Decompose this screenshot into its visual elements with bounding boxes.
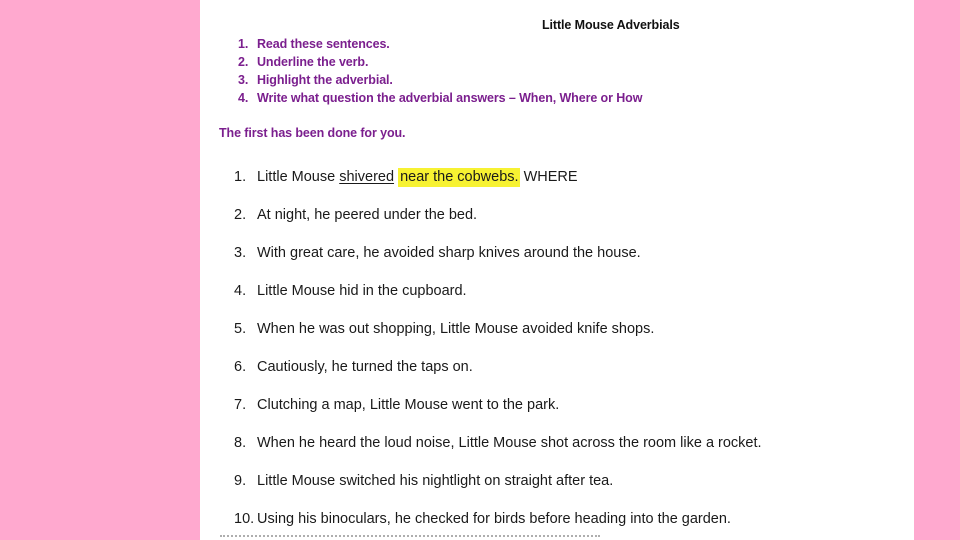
footer-fragment bbox=[220, 535, 600, 540]
sentence-number: 4. bbox=[234, 283, 247, 299]
instruction-text: Highlight the adverbial. bbox=[257, 73, 393, 87]
sentence-text: When he was out shopping, Little Mouse avoided knife shops. bbox=[257, 321, 655, 337]
sentence-number: 7. bbox=[234, 397, 247, 413]
worksheet-title: Little Mouse Adverbials bbox=[542, 18, 680, 32]
sentence-item bbox=[234, 397, 559, 413]
sentence-item bbox=[234, 245, 641, 261]
instruction-number: 4. bbox=[238, 91, 249, 105]
sentence-number: 5. bbox=[234, 321, 247, 337]
sentence-item bbox=[234, 473, 613, 489]
sentence-number: 9. bbox=[234, 473, 247, 489]
example-answer: WHERE bbox=[523, 169, 578, 185]
sentence-number: 10. bbox=[234, 511, 255, 527]
sentence-text: Clutching a map, Little Mouse went to the park. bbox=[257, 397, 560, 413]
example-adverbial: near the cobwebs. bbox=[400, 169, 519, 185]
sentence-text: When he heard the loud noise, Little Mouse shot across the room like a rocket. bbox=[257, 435, 762, 451]
sentence-item bbox=[234, 283, 467, 299]
example-before: Little Mouse bbox=[257, 169, 340, 185]
instruction-number: 3. bbox=[238, 73, 249, 87]
sentence-text: Using his binoculars, he checked for birds before heading into the garden. bbox=[257, 511, 731, 527]
sentence-item bbox=[234, 207, 477, 223]
instruction-number: 1. bbox=[238, 37, 249, 51]
instruction-item bbox=[238, 37, 390, 51]
sentence-item bbox=[234, 511, 731, 527]
sentence-number: 1. bbox=[234, 169, 247, 185]
instruction-item bbox=[238, 73, 393, 87]
instruction-text: Underline the verb. bbox=[257, 55, 369, 69]
example-sentence bbox=[234, 169, 578, 185]
sentence-item bbox=[234, 359, 473, 375]
sentence-item bbox=[234, 321, 654, 337]
instruction-item bbox=[238, 91, 642, 105]
worksheet-note: The first has been done for you. bbox=[219, 126, 406, 140]
instruction-item bbox=[238, 55, 368, 69]
instruction-text: Write what question the adverbial answers – When, Where or How bbox=[257, 91, 643, 105]
sentence-number: 2. bbox=[234, 207, 247, 223]
sentence-text: Little Mouse switched his nightlight on straight after tea. bbox=[257, 473, 614, 489]
instruction-number: 2. bbox=[238, 55, 249, 69]
sentence-number: 8. bbox=[234, 435, 247, 451]
sentence-number: 3. bbox=[234, 245, 247, 261]
instruction-text: Read these sentences. bbox=[257, 37, 390, 51]
sentence-text: With great care, he avoided sharp knives around the house. bbox=[257, 245, 641, 261]
worksheet-page bbox=[200, 0, 914, 540]
sentence-number: 6. bbox=[234, 359, 247, 375]
sentence-text: At night, he peered under the bed. bbox=[257, 207, 478, 223]
example-verb: shivered bbox=[339, 169, 395, 185]
sentence-text: Little Mouse hid in the cupboard. bbox=[257, 283, 467, 299]
sentence-text: Cautiously, he turned the taps on. bbox=[257, 359, 473, 375]
sentence-item bbox=[234, 435, 762, 451]
